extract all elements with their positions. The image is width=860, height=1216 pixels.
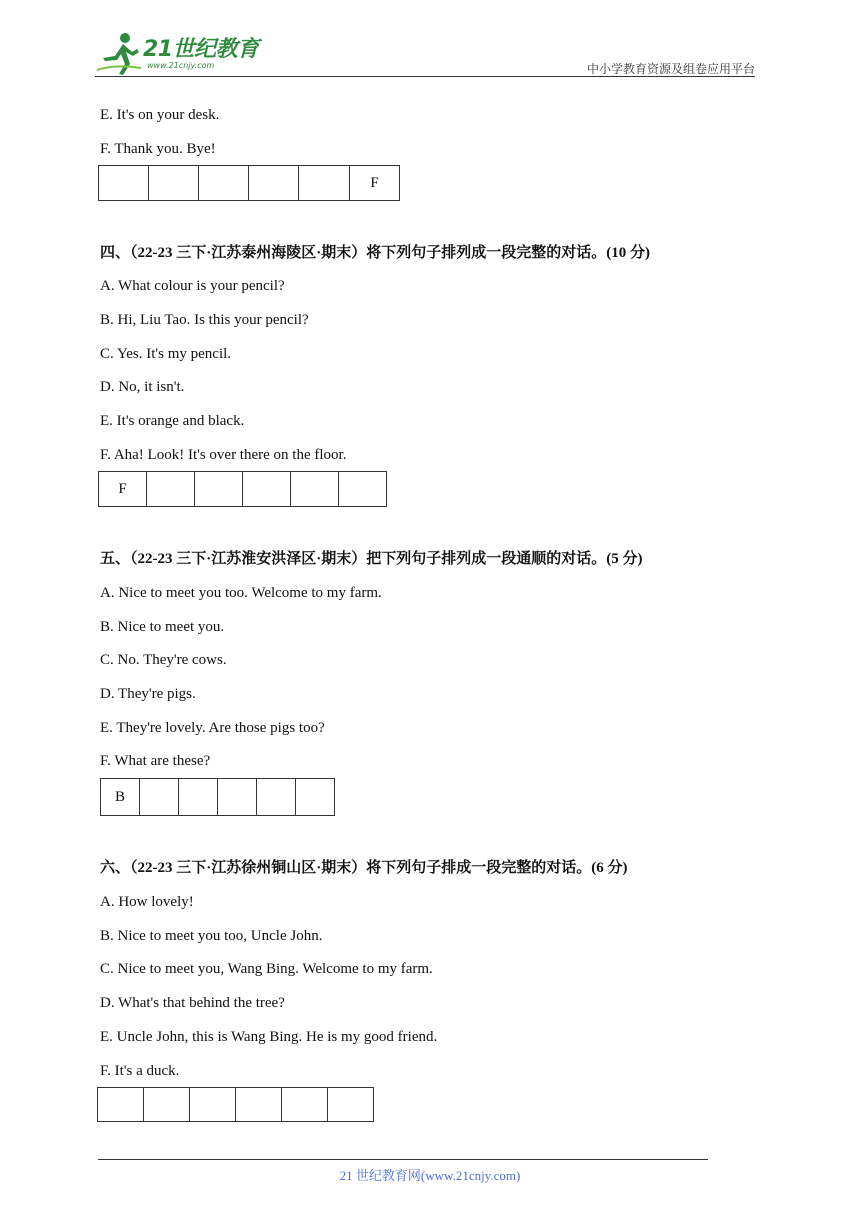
answer-cell[interactable] (99, 166, 149, 201)
option-d: D. What's that behind the tree? (100, 995, 285, 1011)
option-b: B. Nice to meet you. (100, 619, 225, 635)
option-e: E. Uncle John, this is Wang Bing. He is my good friend. (100, 1029, 438, 1045)
answer-grid-5 (100, 778, 335, 816)
answer-cell[interactable] (144, 1088, 190, 1122)
answer-cell[interactable] (296, 779, 335, 816)
answer-cell[interactable] (339, 472, 387, 507)
answer-grid-6 (97, 1087, 374, 1122)
answer-cell[interactable] (179, 779, 218, 816)
answer-cell[interactable] (243, 472, 291, 507)
option-c: C. Yes. It's my pencil. (100, 346, 232, 362)
answer-cell[interactable]: F (350, 166, 400, 201)
answer-cell[interactable]: F (99, 472, 147, 507)
option-f: F. Thank you. Bye! (100, 141, 216, 157)
answer-cell[interactable] (299, 166, 350, 201)
runner-logo-icon (95, 30, 143, 76)
option-e: E. It's orange and black. (100, 413, 245, 429)
answer-cell[interactable] (291, 472, 339, 507)
question-title-6: 六、（22-23 三下·江苏徐州铜山区·期末）将下列句子排成一段完整的对话。(6 分) (100, 860, 628, 876)
logo-text: 21世纪教育 (143, 37, 259, 62)
answer-cell[interactable] (140, 779, 179, 816)
option-f: F. Aha! Look! It's over there on the floor. (100, 447, 347, 463)
answer-grid-3 (98, 165, 400, 201)
answer-cell[interactable] (249, 166, 299, 201)
answer-cell[interactable] (147, 472, 195, 507)
option-a: A. Nice to meet you too. Welcome to my farm. (100, 585, 382, 601)
answer-grid-4 (98, 471, 387, 507)
question-title-5: 五、（22-23 三下·江苏淮安洪泽区·期末）把下列句子排列成一段通顺的对话。(5 分) (100, 551, 643, 567)
answer-cell[interactable] (98, 1088, 144, 1122)
answer-cell[interactable] (218, 779, 257, 816)
answer-cell[interactable] (190, 1088, 236, 1122)
question-title-4: 四、（22-23 三下·江苏泰州海陵区·期末）将下列句子排列成一段完整的对话。(10 分) (100, 245, 650, 261)
answer-cell[interactable]: B (101, 779, 140, 816)
option-b: B. Hi, Liu Tao. Is this your pencil? (100, 312, 309, 328)
answer-cell[interactable] (328, 1088, 374, 1122)
header-divider (95, 76, 755, 77)
logo (95, 30, 265, 78)
option-d: D. They're pigs. (100, 686, 196, 702)
option-d: D. No, it isn't. (100, 379, 185, 395)
option-e: E. It's on your desk. (100, 107, 220, 123)
footer-divider (98, 1159, 708, 1160)
option-b: B. Nice to meet you too, Uncle John. (100, 928, 323, 944)
logo-url: www.21cnjy.com (147, 61, 215, 70)
page-header (95, 30, 755, 78)
answer-cell[interactable] (195, 472, 243, 507)
answer-cell[interactable] (199, 166, 249, 201)
answer-cell[interactable] (257, 779, 296, 816)
option-f: F. It's a duck. (100, 1063, 180, 1079)
answer-cell[interactable] (149, 166, 199, 201)
option-c: C. No. They're cows. (100, 652, 227, 668)
option-a: A. What colour is your pencil? (100, 278, 285, 294)
footer-text[interactable]: 21 世纪教育网(www.21cnjy.com) (339, 1168, 521, 1183)
platform-name: 中小学教育资源及组卷应用平台 (586, 62, 755, 76)
answer-cell[interactable] (282, 1088, 328, 1122)
option-c: C. Nice to meet you, Wang Bing. Welcome to my farm. (100, 961, 433, 977)
option-a: A. How lovely! (100, 894, 194, 910)
answer-cell[interactable] (236, 1088, 282, 1122)
option-e: E. They're lovely. Are those pigs too? (100, 720, 325, 736)
option-f: F. What are these? (100, 753, 211, 769)
